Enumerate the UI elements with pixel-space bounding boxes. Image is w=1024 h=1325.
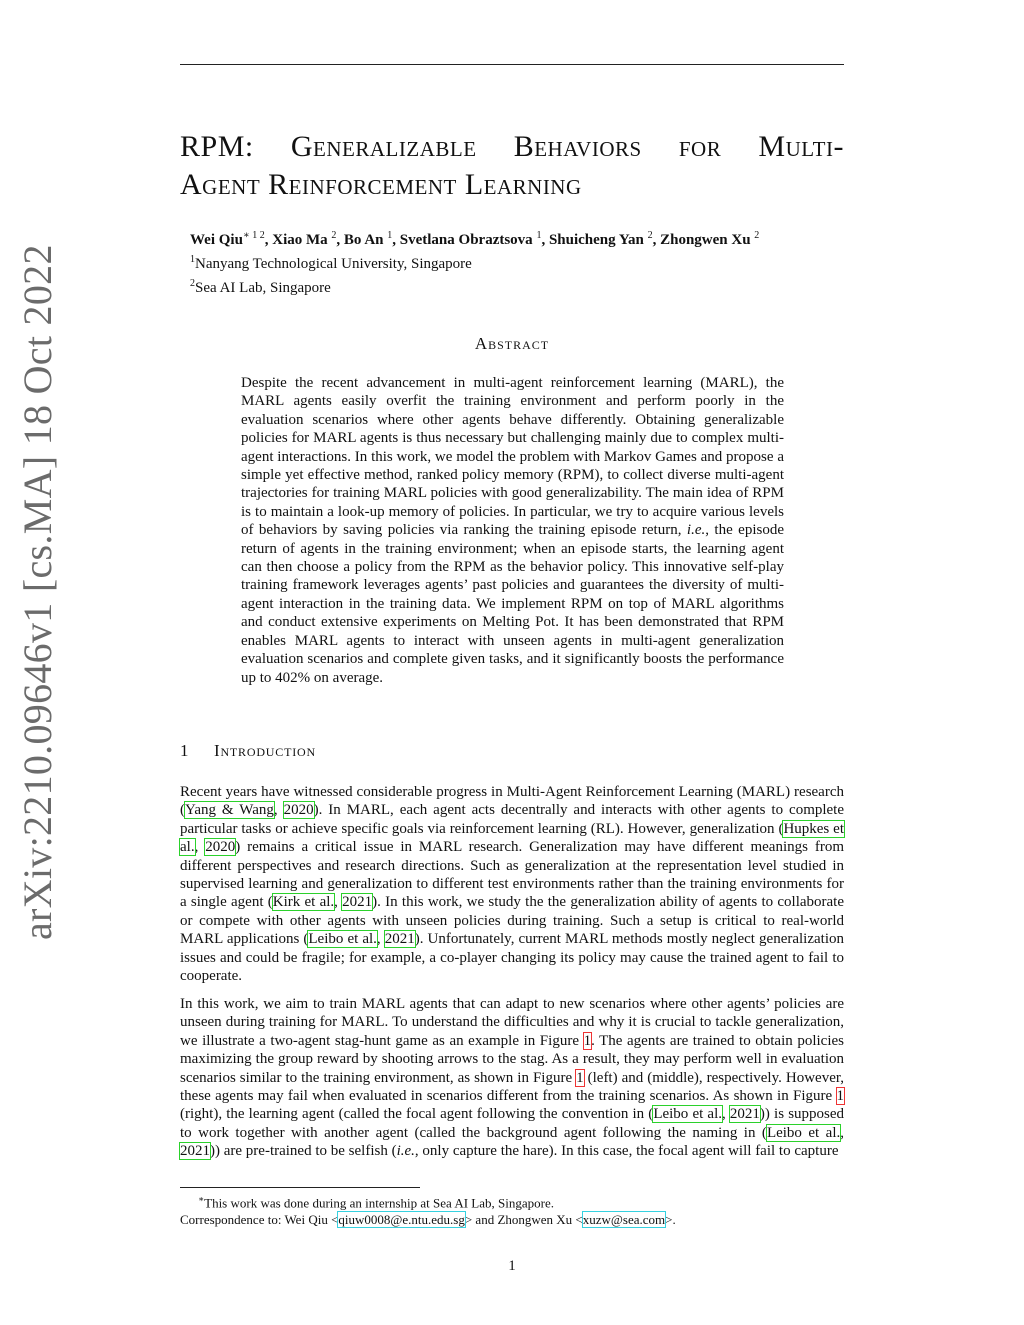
p1-text-2: ). In MARL, each agent acts decentrally and interacts with other agents to complete particular tasks or achieve specific goals via reinforcement learning (RL). However, generalization ( xyxy=(180,802,845,837)
footnote-1 xyxy=(180,1191,844,1211)
p2-text-1: In this work, we aim to train MARL agents that can adapt to new scenarios where other agents’ policies are unseen during training for MARL. To understand the difficulties and why it is crucial to tackle generalization, we illustrate a two-agent stag-hunt game as an example in Figure xyxy=(180,996,844,1049)
p2-text-6: )) are pre-trained to be selfish ( xyxy=(210,1143,397,1160)
email-link-qiu[interactable]: qiuw0008@e.ntu.edu.sg xyxy=(338,1212,465,1228)
citation-leibo-year[interactable]: 2021 xyxy=(384,931,415,948)
affiliation-1 xyxy=(190,250,850,274)
section-number: 1 xyxy=(180,741,190,760)
abstract-body xyxy=(241,374,784,687)
author-4: , Svetlana Obraztsova xyxy=(392,232,537,248)
intro-paragraph-2 xyxy=(180,995,844,1161)
citation-leibo-author[interactable]: Leibo et al. xyxy=(308,931,377,948)
footnote-1-text: This work was done during an internship at Sea AI Lab, Singapore. xyxy=(204,1195,554,1211)
footnotes xyxy=(180,1191,844,1228)
arxiv-identifier[interactable]: arXiv:2210.09646v1 [cs.MA] 18 Oct 2022 xyxy=(15,244,60,940)
p2-sep-2: , xyxy=(840,1124,844,1141)
affiliation-2 xyxy=(190,274,850,298)
p2-ie: i.e. xyxy=(396,1143,415,1160)
page-number: 1 xyxy=(508,1258,516,1274)
citation-leibo-year-2[interactable]: 2021 xyxy=(729,1106,760,1123)
author-4-sup: 1 xyxy=(536,230,542,241)
author-5: , Shuicheng Yan xyxy=(541,232,648,248)
author-3-sup: 1 xyxy=(387,230,393,241)
author-names xyxy=(190,226,850,250)
citation-hupkes-author[interactable]: Hupkes et al. xyxy=(180,820,844,856)
corr-suffix: >. xyxy=(665,1212,676,1228)
citation-kirk-year[interactable]: 2021 xyxy=(342,894,373,911)
author-2-sup: 2 xyxy=(331,230,337,241)
title-word-4: for xyxy=(678,130,722,163)
citation-leibo-author-3[interactable]: Leibo et al. xyxy=(766,1124,841,1141)
author-6: , Zhongwen Xu xyxy=(652,232,755,248)
author-5-sup: 2 xyxy=(647,230,653,241)
p1-text-4: ). In this work, we study the the generalization ability of agents to collaborate or compete with other agents with unseen policies during training. Such a setup is critical to real-world MARL applications ( xyxy=(180,894,844,948)
abstract-text-1: Despite the recent advancement in multi-agent reinforcement learning (MARL), the MARL agents easily overfit the training environment and perform poorly in the evaluation scenarios where other agents behave differently. Obtaining generalizable policies for MARL agents is thus necessary but challenging mainly due to complex multi-agent interactions. In this work, we model the problem with Markov Games and propose a simple yet effective method, ranked policy memory (RPM), to collect diverse multi-agent trajectories for training MARL policies with good generalizability. The main idea of RPM is to maintain a look-up memory of policies. In particular, we try to acquire various levels of behaviors by saving policies via ranking the training episode return, xyxy=(241,375,784,539)
citation-leibo-year-3[interactable]: 2021 xyxy=(180,1143,210,1160)
affiliation-1-sup: 1 xyxy=(190,254,195,265)
p1-sep-2: , xyxy=(194,839,206,856)
section-heading xyxy=(180,741,316,761)
p2-text-4: (right), the learning agent (called the focal agent following the convention in ( xyxy=(180,1106,654,1123)
abstract-text-2: , the episode return of agents in the training environment; when an episode starts, the learning agent can then choose a policy from the RPM as the behavior policy. This innovative self-play training framework leverages agents’ past policies and guarantees the diversity of multi-agent interaction in the training data. We implement RPM on top of MARL algorithms and conduct extensive experiments on Melting Pot. It has been demonstrated that RPM enables MARL agents to interact with unseen agents in multi-agent generalization evaluation scenarios and complete given tasks, and it significantly boosts the performance up to 402% on average. xyxy=(241,522,784,686)
footnote-rule xyxy=(180,1187,420,1188)
p1-sep-1: , xyxy=(273,802,284,819)
figure-ref-3[interactable]: 1 xyxy=(836,1088,844,1105)
author-6-sup: 2 xyxy=(754,230,760,241)
author-1-sup: ∗ 1 2 xyxy=(242,230,265,241)
citation-yang-wang-author[interactable]: Yang & Wang xyxy=(185,802,274,819)
p1-text-3: ) remains a critical issue in MARL research. Generalization may have different meanings from different perspectives and research directions. Such as generalization at the representation level studied in supervised learning and generalization to different test environments rather than the training environments for a single agent ( xyxy=(180,839,845,911)
p2-text-3: (left) and (middle), respectively. However, these agents may fail when evaluated in scenarios different from the training scenarios. As shown in Figure xyxy=(180,1069,844,1105)
citation-leibo-author-2[interactable]: Leibo et al. xyxy=(653,1106,722,1123)
p2-text-2: . The agents are trained to obtain policies maximizing the group reward by shooting arrows to the stag. As a result, they may perform well in evaluation scenarios similar to the training environment, as shown in Figure xyxy=(180,1032,844,1086)
author-3: , Bo An xyxy=(336,232,388,248)
p2-text-7: , only capture the hare). In this case, the focal agent will fail to capture xyxy=(414,1143,839,1160)
affiliation-2-text: Sea AI Lab, Singapore xyxy=(195,280,331,296)
footnote-1-mark: ∗ xyxy=(198,1194,205,1204)
email-link-xu[interactable]: xuzw@sea.com xyxy=(582,1212,666,1228)
p2-sep-1: , xyxy=(722,1106,730,1123)
p1-sep-3: , xyxy=(334,894,343,911)
author-2: , Xiao Ma xyxy=(264,232,332,248)
title-line-1 xyxy=(180,128,844,166)
paper-title xyxy=(180,128,844,204)
abstract-ie: i.e. xyxy=(686,522,706,539)
citation-kirk-author[interactable]: Kirk et al. xyxy=(272,894,335,911)
title-word-1: RPM: xyxy=(180,130,254,163)
citation-hupkes-year[interactable]: 2020 xyxy=(205,839,236,856)
p1-sep-4: , xyxy=(376,931,385,948)
top-rule xyxy=(180,64,844,65)
affiliation-1-text: Nanyang Technological University, Singapore xyxy=(195,256,472,272)
title-word-2: Generalizable xyxy=(290,130,477,163)
author-block xyxy=(190,226,850,298)
figure-ref-1[interactable]: 1 xyxy=(583,1032,592,1049)
abstract-heading: Abstract xyxy=(474,334,550,353)
title-line-2: Agent Reinforcement Learning xyxy=(180,168,582,201)
intro-paragraph-1 xyxy=(180,783,844,985)
citation-yang-wang-year[interactable]: 2020 xyxy=(283,802,314,819)
p1-text-5: ). Unfortunately, current MARL methods mostly neglect generalization issues and could be fragile; for example, a co-player changing its policy may cause the trained agent to fail to cooperate. xyxy=(180,931,844,985)
affiliation-2-sup: 2 xyxy=(190,278,195,289)
author-1: Wei Qiu xyxy=(190,232,243,248)
corr-mid: > and Zhongwen Xu < xyxy=(464,1212,583,1228)
title-word-3: Behaviors xyxy=(513,130,642,163)
figure-ref-2[interactable]: 1 xyxy=(576,1069,584,1086)
section-title: Introduction xyxy=(214,741,316,760)
title-word-5: Multi- xyxy=(758,130,844,163)
p2-text-5: )) is supposed to work together with another agent (called the background agent following the naming in ( xyxy=(180,1106,845,1141)
correspondence-line xyxy=(180,1211,844,1228)
corr-prefix: Correspondence to: Wei Qiu < xyxy=(180,1212,339,1228)
p1-text-1: Recent years have witnessed considerable progress in Multi-Agent Reinforcement Learning (MARL) research ( xyxy=(180,784,844,819)
